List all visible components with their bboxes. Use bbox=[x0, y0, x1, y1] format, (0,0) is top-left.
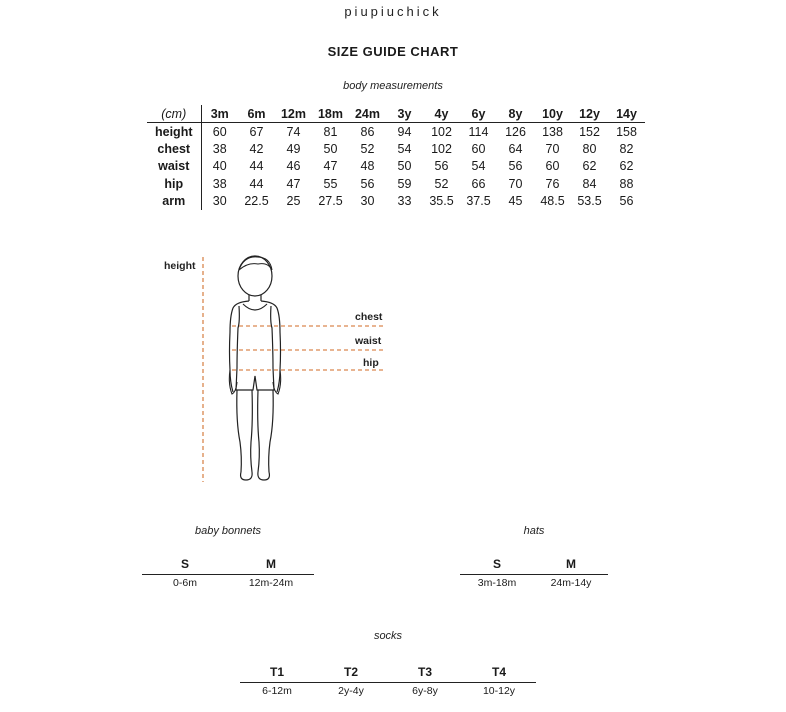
measurement-cell: 80 bbox=[582, 141, 597, 156]
table-row bbox=[147, 193, 645, 211]
waist-label: waist bbox=[355, 335, 382, 347]
measurement-cell: 67 bbox=[249, 124, 264, 139]
row-label-chest: chest bbox=[147, 140, 201, 158]
row-label-arm: arm bbox=[147, 193, 201, 211]
measurement-cell: 64 bbox=[508, 141, 523, 156]
measurement-cell: 126 bbox=[505, 124, 526, 139]
measurement-cell: 70 bbox=[545, 141, 560, 156]
hats-label: hats bbox=[523, 525, 545, 537]
measurement-cell: 55 bbox=[323, 176, 338, 191]
measurement-cell: 44 bbox=[249, 159, 264, 174]
size-range: 12m-24m bbox=[248, 577, 294, 590]
page-title: SIZE GUIDE CHART bbox=[327, 44, 459, 59]
measurement-cell: 59 bbox=[397, 176, 412, 191]
measurement-cell: 81 bbox=[323, 124, 338, 139]
size-range: 3m-18m bbox=[477, 577, 517, 590]
socks-table bbox=[240, 662, 536, 700]
size-range: 6-12m bbox=[262, 685, 292, 698]
measurement-cell: 50 bbox=[323, 141, 338, 156]
size-range: 10-12y bbox=[482, 685, 516, 698]
baby-bonnets-table bbox=[142, 554, 314, 592]
table-body bbox=[147, 123, 645, 211]
measurement-cell: 60 bbox=[471, 141, 486, 156]
measurement-cell: 44 bbox=[249, 176, 264, 191]
size-header: S bbox=[460, 554, 534, 574]
size-header: 12m bbox=[275, 105, 312, 123]
measurement-cell: 45 bbox=[508, 194, 523, 209]
table-header-row bbox=[147, 105, 645, 123]
measurement-cell: 25 bbox=[286, 194, 301, 209]
row-label-height: height bbox=[147, 123, 201, 141]
measurement-cell: 94 bbox=[397, 124, 412, 139]
measurement-cell: 56 bbox=[360, 176, 375, 191]
measurement-cell: 38 bbox=[212, 176, 227, 191]
size-range: 6y-8y bbox=[412, 685, 438, 698]
size-header: T1 bbox=[240, 662, 314, 682]
table-row bbox=[147, 158, 645, 176]
size-header: 14y bbox=[608, 105, 645, 123]
measurement-cell: 38 bbox=[212, 141, 227, 156]
measurement-cell: 102 bbox=[431, 124, 452, 139]
size-header: 10y bbox=[534, 105, 571, 123]
measurement-cell: 56 bbox=[619, 194, 634, 209]
body-figure bbox=[160, 252, 400, 487]
measurement-cell: 40 bbox=[212, 159, 227, 174]
measurement-cell: 114 bbox=[468, 124, 489, 139]
size-header: M bbox=[534, 554, 608, 574]
measurement-cell: 102 bbox=[431, 141, 452, 156]
measurement-cell: 50 bbox=[397, 159, 412, 174]
size-header: 24m bbox=[349, 105, 386, 123]
row-label-hip: hip bbox=[147, 175, 201, 193]
size-header: T2 bbox=[314, 662, 388, 682]
measurement-cell: 22.5 bbox=[244, 194, 269, 209]
measurement-cell: 46 bbox=[286, 159, 301, 174]
measurement-cell: 48.5 bbox=[540, 194, 565, 209]
size-header: M bbox=[228, 554, 314, 574]
body-measurements-table bbox=[147, 105, 645, 210]
measurement-cell: 27.5 bbox=[318, 194, 343, 209]
measurement-cell: 60 bbox=[545, 159, 560, 174]
measurement-cell: 54 bbox=[397, 141, 412, 156]
table-row bbox=[147, 175, 645, 193]
measurement-cell: 53.5 bbox=[577, 194, 602, 209]
brand-name: piupiuchick bbox=[344, 4, 442, 19]
measurement-cell: 158 bbox=[616, 124, 637, 139]
size-range: 0-6m bbox=[173, 577, 197, 590]
chest-label: chest bbox=[355, 311, 383, 323]
measurement-cell: 47 bbox=[286, 176, 301, 191]
measurement-cell: 138 bbox=[542, 124, 563, 139]
size-header: 8y bbox=[497, 105, 534, 123]
measurement-cell: 86 bbox=[360, 124, 375, 139]
size-header: 4y bbox=[423, 105, 460, 123]
size-range: 24m-14y bbox=[550, 577, 592, 590]
size-header: 6m bbox=[238, 105, 275, 123]
size-header: 6y bbox=[460, 105, 497, 123]
size-range: 2y-4y bbox=[338, 685, 364, 698]
measurement-cell: 37.5 bbox=[466, 194, 491, 209]
measurement-cell: 52 bbox=[434, 176, 449, 191]
measurement-cell: 52 bbox=[360, 141, 375, 156]
size-header: T3 bbox=[388, 662, 462, 682]
socks-label: socks bbox=[373, 630, 403, 642]
table-row bbox=[147, 123, 645, 141]
measurement-cell: 88 bbox=[619, 176, 634, 191]
measurement-cell: 42 bbox=[249, 141, 264, 156]
measurement-cell: 70 bbox=[508, 176, 523, 191]
size-header: 18m bbox=[312, 105, 349, 123]
table-row bbox=[147, 140, 645, 158]
size-header: S bbox=[142, 554, 228, 574]
height-label: height bbox=[164, 260, 196, 272]
measurement-cell: 33 bbox=[397, 194, 412, 209]
child-silhouette-illustration bbox=[160, 252, 400, 487]
row-label-waist: waist bbox=[147, 158, 201, 176]
measurement-cell: 35.5 bbox=[429, 194, 454, 209]
measurement-cell: 56 bbox=[508, 159, 523, 174]
unit-header: (cm) bbox=[147, 105, 201, 123]
hip-label: hip bbox=[363, 357, 379, 369]
measurement-cell: 47 bbox=[323, 159, 338, 174]
measurement-cell: 66 bbox=[471, 176, 486, 191]
measurement-cell: 82 bbox=[619, 141, 634, 156]
measurement-cell: 54 bbox=[471, 159, 486, 174]
measurement-cell: 74 bbox=[286, 124, 301, 139]
measurement-cell: 60 bbox=[212, 124, 227, 139]
measurement-cell: 62 bbox=[582, 159, 597, 174]
hats-table bbox=[460, 554, 608, 592]
measurement-cell: 49 bbox=[286, 141, 301, 156]
measurement-cell: 84 bbox=[582, 176, 597, 191]
measurement-cell: 76 bbox=[545, 176, 560, 191]
size-header: 3m bbox=[201, 105, 238, 123]
body-measurements-label: body measurements bbox=[343, 80, 443, 92]
size-header: T4 bbox=[462, 662, 536, 682]
measurement-cell: 152 bbox=[579, 124, 600, 139]
measurement-cell: 56 bbox=[434, 159, 449, 174]
size-header: 12y bbox=[571, 105, 608, 123]
measurement-cell: 30 bbox=[360, 194, 375, 209]
measurement-cell: 48 bbox=[360, 159, 375, 174]
measurement-cell: 30 bbox=[212, 194, 227, 209]
size-header: 3y bbox=[386, 105, 423, 123]
baby-bonnets-label: baby bonnets bbox=[194, 525, 262, 537]
measurement-cell: 62 bbox=[619, 159, 634, 174]
